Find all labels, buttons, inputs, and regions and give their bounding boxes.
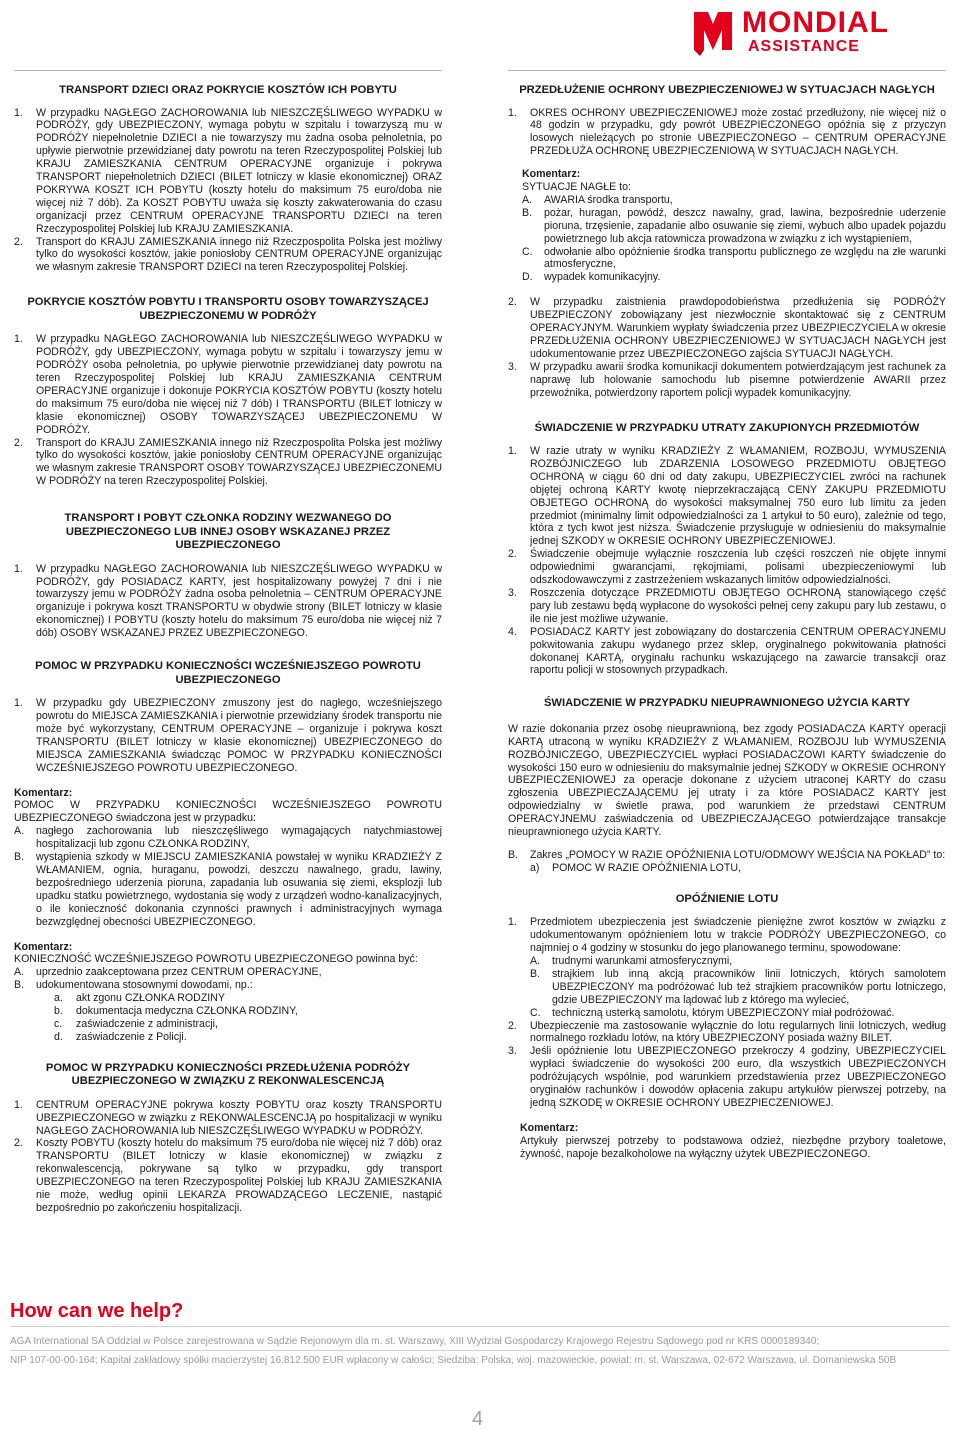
comment-text: Artykuły pierwszej potrzeby to podstawowa odzież, niezbędne przybory toaletowe, żywność, napoje bezalkoholowe na wyłączny użytek UBEZPIECZONEGO.: [520, 1134, 946, 1160]
mondial-ribbon-logo-icon: [688, 6, 738, 58]
footer-rule: [10, 1350, 950, 1351]
sub-item: b. dokumentacja medyczna CZŁONKA RODZINY,: [54, 1005, 298, 1018]
section-title: ŚWIADCZENIE W PRZYPADKU UTRATY ZAKUPIONYCH PRZEDMIOTÓW: [534, 421, 920, 434]
lettered-item: A. AWARIA środka transportu,: [522, 193, 673, 206]
right-column: [508, 82, 946, 1161]
lettered-item: B. wystąpienia szkody w MIEJSCU ZAMIESZKANIA powstałej w wyniku KRADZIEŻY Z WŁAMANIEM, ognia, huraganu, powodzi, deszczu nawalnego, gradu, lawiny, bezpośredniego uderzenia pioruna, zapadania lub osuwania się ziemi, eksplozji lub upadku statku powietrznego, wydostania się wody z urządzeń wodno-kanalizacyjnych, o ile konieczność dokonania czynności prawnych i administracyjnych wymaga bezwzględnej obecności UBEZPIECZONEGO.: [14, 851, 442, 928]
section-title: ŚWIADCZENIE W PRZYPADKU NIEUPRAWNIONEGO UŻYCIA KARTY: [543, 697, 911, 710]
section-title: PRZEDŁUŻENIE OCHRONY UBEZPIECZENIOWEJ W SYTUACJACH NAGŁYCH: [519, 84, 935, 96]
section-title: POMOC W PRZYPADKU KONIECZNOŚCI WCZEŚNIEJSZEGO POWROTU UBEZPIECZONEGO: [35, 660, 421, 686]
lettered-item: A. trudnymi warunkami atmosferycznymi,: [530, 955, 733, 968]
section-title: TRANSPORT DZIECI ORAZ POKRYCIE KOSZTÓW ICH POBYTU: [59, 84, 397, 96]
lettered-item: B. strajkiem lub inną akcją pracowników linii lotniczych, których samolotem UBEZPIECZONY ma podróżować lub też strajkiem pracowników portu lotniczego, gdzie UBEZPIECZONY ma lądować lub z którego ma wylecieć,: [530, 967, 946, 1006]
numbered-paragraph: 1. W przypadku NAGŁEGO ZACHOROWANIA lub NIESZCZĘŚLIWEGO WYPADKU w PODRÓŻY, gdy POSIADACZ KARTY, jest hospitalizowany powyżej 7 dni i nie towarzyszy jemu w PODRÓŻY żadna osoba pełnoletnia – CENTRUM OPERACYJNE organizuje i pokrywa koszt TRANSPORTU w obydwie strony (BILET lotniczy w klasie ekonomicznej) I POBYTU (koszty hotelu do maksimum 75 euro/doba nie więcej niż 7 dób) OSOBY WSKAZANEJ PRZEZ UBEZPIECZONEGO.: [14, 562, 442, 640]
lettered-item: A. uprzednio zaakceptowana przez CENTRUM OPERACYJNE,: [14, 966, 322, 979]
footer-rule: [10, 1326, 950, 1327]
numbered-paragraph: 2. W przypadku zaistnienia prawdopodobieństwa przedłużenia się PODRÓŻY UBEZPIECZONY zobowiązany jest niezwłocznie skontaktować się z CENTRUM OPERACYJNYM. Warunkiem wypłaty świadczenia przez UBEZPIECZYCIELA w okresie PRZEDŁUŻENIA OCHRONY UBEZPIECZENIOWEJ W SYTUACJACH NAGŁYCH jest udokumentowanie przez UBEZPIECZONEGO zajścia SYTUACJI NAGŁYCH.: [508, 296, 946, 360]
lettered-item: D. wypadek komunikacyjny.: [522, 271, 661, 284]
footer-legal-line-1: AGA International SA Oddział w Polsce zarejestrowana w Sądzie Rejonowym dla m. st. Warszawy, XIII Wydział Gospodarczy Krajowego Rejestru Sądowego pod nr KRS 0000189340;: [10, 1336, 820, 1347]
numbered-paragraph: 3. Jeśli opóźnienie lotu UBEZPIECZONEGO przekroczy 4 godziny, UBEZPIECZYCIEL wypłaci świadczenie do wysokości 200 euro, dla wszystkich UBEZPIECZONYCH podróżujących wspólnie, pod warunkiem przedstawienia przez UBEZPIECZONEGO oryginałów rachunków i dowodów opłacenia zakupu artykułów pierwszej potrzeby, na jedną SZKODĘ w OKRESIE OCHRONY UBEZPIECZENIOWEJ.: [508, 1045, 946, 1109]
section-title: TRANSPORT I POBYT CZŁONKA RODZINY WEZWANEGO DO UBEZPIECZONEGO LUB INNEJ OSOBY WSKAZANEJ PRZEZ UBEZPIECZONEGO: [64, 512, 392, 552]
sub-item: a. akt zgonu CZŁONKA RODZINY: [54, 992, 225, 1005]
left-column: [14, 82, 442, 1215]
page-number: 4: [472, 1408, 484, 1430]
lettered-item: B. udokumentowana stosownymi dowodami, np.:: [14, 979, 253, 992]
numbered-paragraph: 1. W razie utraty w wyniku KRADZIEŻY Z WŁAMANIEM, ROZBOJU, WYMUSZENIA ROZBÓJNICZEGO lub ZDARZENIA LOSOWEGO PRZEDMIOTU OBJĘTEGO OCHRONĄ w ciągu 60 dni od daty zakupu, UBEZPIECZYCIEL zwróci na rachunek objętej ochroną KARTY kwotę nieprzekraczającą CENY ZAKUPU PRZEDMIOTU OBJETEGO OCHRONĄ do wysokości maksymalnej 750 euro lub limitu za jeden przedmiot (minimalny limit odpowiedzialności za 1 artykuł to 50 euro), zależnie od tego, która z tych kwot jest niższa. Świadczenie przysługuje w odniesieniu do maksymalnie jednej SZKODY w OKRESIE OCHRONY UBEZPIECZENIOWEJ.: [508, 445, 946, 548]
numbered-paragraph: 2. Świadczenie obejmuje wyłącznie roszczenia lub części roszczeń nie objęte innymi odpowiednimi gwarancjami, rękojmiami, polisami ubezpieczeniowymi lub odszkodowawczymi z zastrzeżeniem wskazanych limitów odpowiedzialności.: [508, 548, 946, 587]
numbered-paragraph: 2. Ubezpieczenie ma zastosowanie wyłącznie do lotu regularnych linii lotniczych, według normalnego rozkładu lotów, na który UBEZPIECZONY posiada ważny BILET.: [508, 1019, 946, 1045]
section-title: POKRYCIE KOSZTÓW POBYTU I TRANSPORTU OSOBY TOWARZYSZĄCEJ UBEZPIECZONEMU W PODRÓŻY: [27, 296, 429, 322]
lettered-item: C. techniczną usterką samolotu, którym UBEZPIECZONY miał podróżować.: [530, 1006, 895, 1019]
numbered-paragraph: 4. POSIADACZ KARTY jest zobowiązany do dostarczenia CENTRUM OPERACYJNEMU pokwitowania zakupu wydanego przez sklep, oryginalnego pokwitowania płatności dokonanej KARTĄ, oryginału rachunku wskazującego na zawarcie transakcji oraz raportu policji w stosownych przypadkach.: [508, 625, 946, 677]
section-title: POMOC W PRZYPADKU KONIECZNOŚCI PRZEDŁUŻENIA PODRÓŻY UBEZPIECZONEGO W ZWIĄZKU Z REKONWALESCENCJĄ: [45, 1061, 411, 1088]
numbered-paragraph: 1. Przedmiotem ubezpieczenia jest świadczenie pieniężne zwrot kosztów w związku z udokumentowanym opóźnieniem lotu w trakcie PODRÓŻY UBEZPIECZONEGO, co najmniej o 4 godziny w stosunku do jego planowanego terminu, spowodowane:: [508, 916, 946, 955]
numbered-paragraph: 1. W przypadku gdy UBEZPIECZONY zmuszony jest do nagłego, wcześniejszego powrotu do MIEJSCA ZAMIESZKANIA i pierwotnie przewidziany środek transportu nie może być wykorzystany, CENTRUM OPERACYJNE – organizuje i pokrywa koszt TRANSPORTU (BILET lotniczy w klasie ekonomicznej) UBEZPIECZONEGO do MIEJSCA ZAMIESZKANIA świadcząc POMOC W PRZYPADKU KONIECZNOŚCI WCZEŚNIEJSZEGO POWROTU UBEZPIECZONEGO.: [14, 697, 442, 774]
comment-text: POMOC W PRZYPADKU KONIECZNOŚCI WCZEŚNIEJSZEGO POWROTU UBEZPIECZONEGO świadczona jest w przypadku:: [14, 799, 442, 825]
comment-label: Komentarz:: [522, 168, 581, 181]
numbered-paragraph: 1. OKRES OCHRONY UBEZPIECZENIOWEJ może zostać przedłużony, nie więcej niż o 48 godzin w przypadku, gdy powrót UBEZPIECZONEGO opóźnia się z przyczyn losowych nieleżących po stronie UBEZPIECZONEGO – CENTRUM OPERACYJNE PRZEDŁUŻA OCHRONĘ UBEZPIECZENIOWĄ W SYTUACJACH NAGŁYCH.: [508, 106, 946, 158]
section-title: OPÓŹNIENIE LOTU: [675, 892, 779, 905]
numbered-paragraph: 2. Koszty POBYTU (koszty hotelu do maksimum 75 euro/doba nie więcej niż 7 dób) oraz TRANSPORTU (BILET lotniczy w klasie ekonomicznej) w związku z rekonwalescencją, pokrywane są tylko w przypadku, gdy transport UBEZPIECZONEGO na teren Rzeczypospolitej Polskiej lub KRAJU ZAMIESZKANIA nie może, według opinii LEKARZA PROWADZĄCEGO LECZENIE, nastąpić bezpośrednio po zakończeniu hospitalizacji.: [14, 1137, 442, 1214]
brand-subtitle: ASSISTANCE: [748, 38, 860, 55]
numbered-paragraph: 2. Transport do KRAJU ZAMIESZKANIA innego niż Rzeczpospolita Polska jest możliwy tylko do wysokości kosztów, jakie poniosłoby CENTRUM OPERACYJNE organizując we własnym zakresie TRANSPORT OSOBY TOWARZYSZĄCEJ UBEZPIECZONEMU W PODRÓŻY na teren Rzeczypospolitej Polskiej.: [14, 436, 442, 488]
sub-item: c. zaświadczenie z administracji,: [54, 1017, 218, 1030]
help-heading: How can we help?: [10, 1300, 184, 1322]
comment-text: SYTUACJE NAGŁE to:: [522, 181, 631, 194]
sub-item: d. zaświadczenie z Policji.: [54, 1030, 187, 1043]
sub-item: a) POMOC W RAZIE OPÓŹNIENIA LOTU,: [530, 861, 741, 874]
footer-legal-line-2: NIP 107-00-00-164; Kapitał zakładowy spółki macierzystej 16.812.500 EUR wpłacony w całości; Siedziba: Polska, woj. mazowieckie, powiat: m. st. Warszawa, 02-672 Warszawa, ul. Domaniewska 50B: [10, 1355, 897, 1366]
numbered-paragraph: 1. W przypadku NAGŁEGO ZACHOROWANIA lub NIESZCZĘŚLIWEGO WYPADKU w PODRÓŻY, gdy UBEZPIECZONY, wymaga pobytu w szpitalu i towarzyszy jemu w PODRÓŻY osoba pełnoletnia, po upływie pierwotnie przewidzianej daty powrotu na teren Rzeczypospolitej Polskiej lub KRAJU ZAMIESZKANIA CENTRUM OPERACYJNE organizuje i dokonuje POKRYCIA KOSZTÓW POBYTU (koszty hotelu do maksimum 75 euro/doba nie więcej niż 7 dób) I TRANSPORTU (BILET lotniczy w klasie ekonomicznej) OSOBY TOWARZYSZĄCEJ UBEZPIECZONEMU W PODRÓŻY.: [14, 333, 442, 436]
lettered-item: A. nagłego zachorowania lub nieszczęśliwego wymagających natychmiastowej hospitalizacji lub zgonu CZŁONKA RODZINY,: [14, 825, 442, 851]
paragraph: W razie dokonania przez osobę nieuprawnioną, bez zgody POSIADACZA KARTY operacji KARTĄ utraconą w wyniku KRADZIEŻY Z WŁAMANIEM, ROZBOJU lub WYMUSZENIA ROZBÓJNICZEGO, UBEZPIECZYCIEL wypłaci POSIADACZOWI KARTY świadczenie do wysokości 150 euro w odniesieniu do maksymalnie jednej SZKODY w OKRESIE OCHRONY UBEZPIECZENIOWEJ za operacje dokonane z użyciem utraconej KARTY do czasu zgłoszenia UBEZPIECZAJĄCEMU jej utraty i za które POSIADACZ KARTY jest odpowiedzialny w świetle prawa, pod warunkiem że przedstawi CENTRUM OPERACYJNEMU zaświadczenia od UBEZPIECZAJĄCEGO potwierdzające transakcje nieuprawnionego użycia KARTY.: [508, 722, 946, 839]
numbered-paragraph: 3. W przypadku awarii środka komunikacji dokumentem potwierdzającym jest rachunek za naprawę lub holowanie samochodu lub pisemne potwierdzenie AWARII przez przewoźnika, potwierdzony raportem policji wypadek komunikacyjny.: [508, 360, 946, 399]
brand-name: MONDIAL: [742, 6, 889, 39]
numbered-paragraph: 1. CENTRUM OPERACYJNE pokrywa koszty POBYTU oraz koszty TRANSPORTU UBEZPIECZONEGO w związku z REKONWALESCENCJĄ po hospitalizacji w wyniku NAGŁEGO ZACHOROWANIA lub NIESZCZĘŚLIWEGO WYPADKU w PODRÓŻY.: [14, 1098, 442, 1137]
mondial-assistance-logo: [688, 4, 948, 60]
lettered-item: C. odwołanie albo opóźnienie środka transportu publicznego ze względu na złe warunki atmosferyczne,: [522, 245, 946, 271]
numbered-paragraph: 1. W przypadku NAGŁEGO ZACHOROWANIA lub NIESZCZĘŚLIWEGO WYPADKU w PODRÓŻY, gdy UBEZPIECZONY, wymaga pobytu w szpitalu i towarzyszą mu w PODRÓŻY niepełnoletnie DZIECI a nie towarzyszy mu żadna osoba pełnoletnia, po upływie pierwotnie przewidzianej daty powrotu na teren Rzeczypospolitej Polskiej lub KRAJU ZAMIESZKANIA CENTRUM OPERACYJNE organizuje i pokrywa TRANSPORT niepełnoletnich DZIECI (BILET lotniczy w klasie ekonomicznej) ORAZ POKRYWA KOSZT ICH POBYTU (koszty hotelu do maksimum 75 euro/doba nie więcej niż 7 dób). Za KOSZT POBYTU uważa się koszty zakwaterowania do czasu organizacji przez CENTRUM OPERACYJNE TRANSPORTU DZIECI na teren Rzeczypospolitej Polskiej lub KRAJU ZAMIESZKANIA.: [14, 106, 442, 235]
numbered-paragraph: 3. Roszczenia dotyczące PRZEDMIOTU OBJĘTEGO OCHRONĄ stanowiącego część pary lub zestawu będą wypłacone do wysokości pełnej ceny zakupu pary lub zestawu, o ile nie jest możliwe używanie.: [508, 587, 946, 625]
comment-label: Komentarz:: [520, 1121, 579, 1134]
header-rule-right: [508, 70, 946, 71]
lettered-item: B. Zakres „POMOCY W RAZIE OPÓŹNIENIA LOTU/ODMOWY WEJŚCIA NA POKŁAD” to:: [508, 849, 946, 861]
header-rule-left: [14, 70, 442, 71]
comment-label: Komentarz:: [14, 786, 73, 799]
lettered-item: B. pożar, huragan, powódź, deszcz nawalny, grad, lawina, bezpośrednie uderzenie pioruna, trzęsienie, zapadanie albo osuwanie się ziemi, wybuch albo upadek pojazdu powietrznego lub akcja ratownicza prowadzona w związku z ich wystąpieniem,: [522, 206, 946, 245]
comment-text: KONIECZNOŚĆ WCZEŚNIEJSZEGO POWROTU UBEZPIECZONEGO powinna być:: [14, 953, 418, 966]
comment-label: Komentarz:: [14, 940, 73, 953]
numbered-paragraph: 2. Transport do KRAJU ZAMIESZKANIA innego niż Rzeczpospolita Polska jest możliwy tylko do wysokości kosztów, jakie poniosłoby CENTRUM OPERACYJNE organizując we własnym zakresie TRANSPORT DZIECI na teren Rzeczypospolitej Polskiej.: [14, 235, 442, 274]
